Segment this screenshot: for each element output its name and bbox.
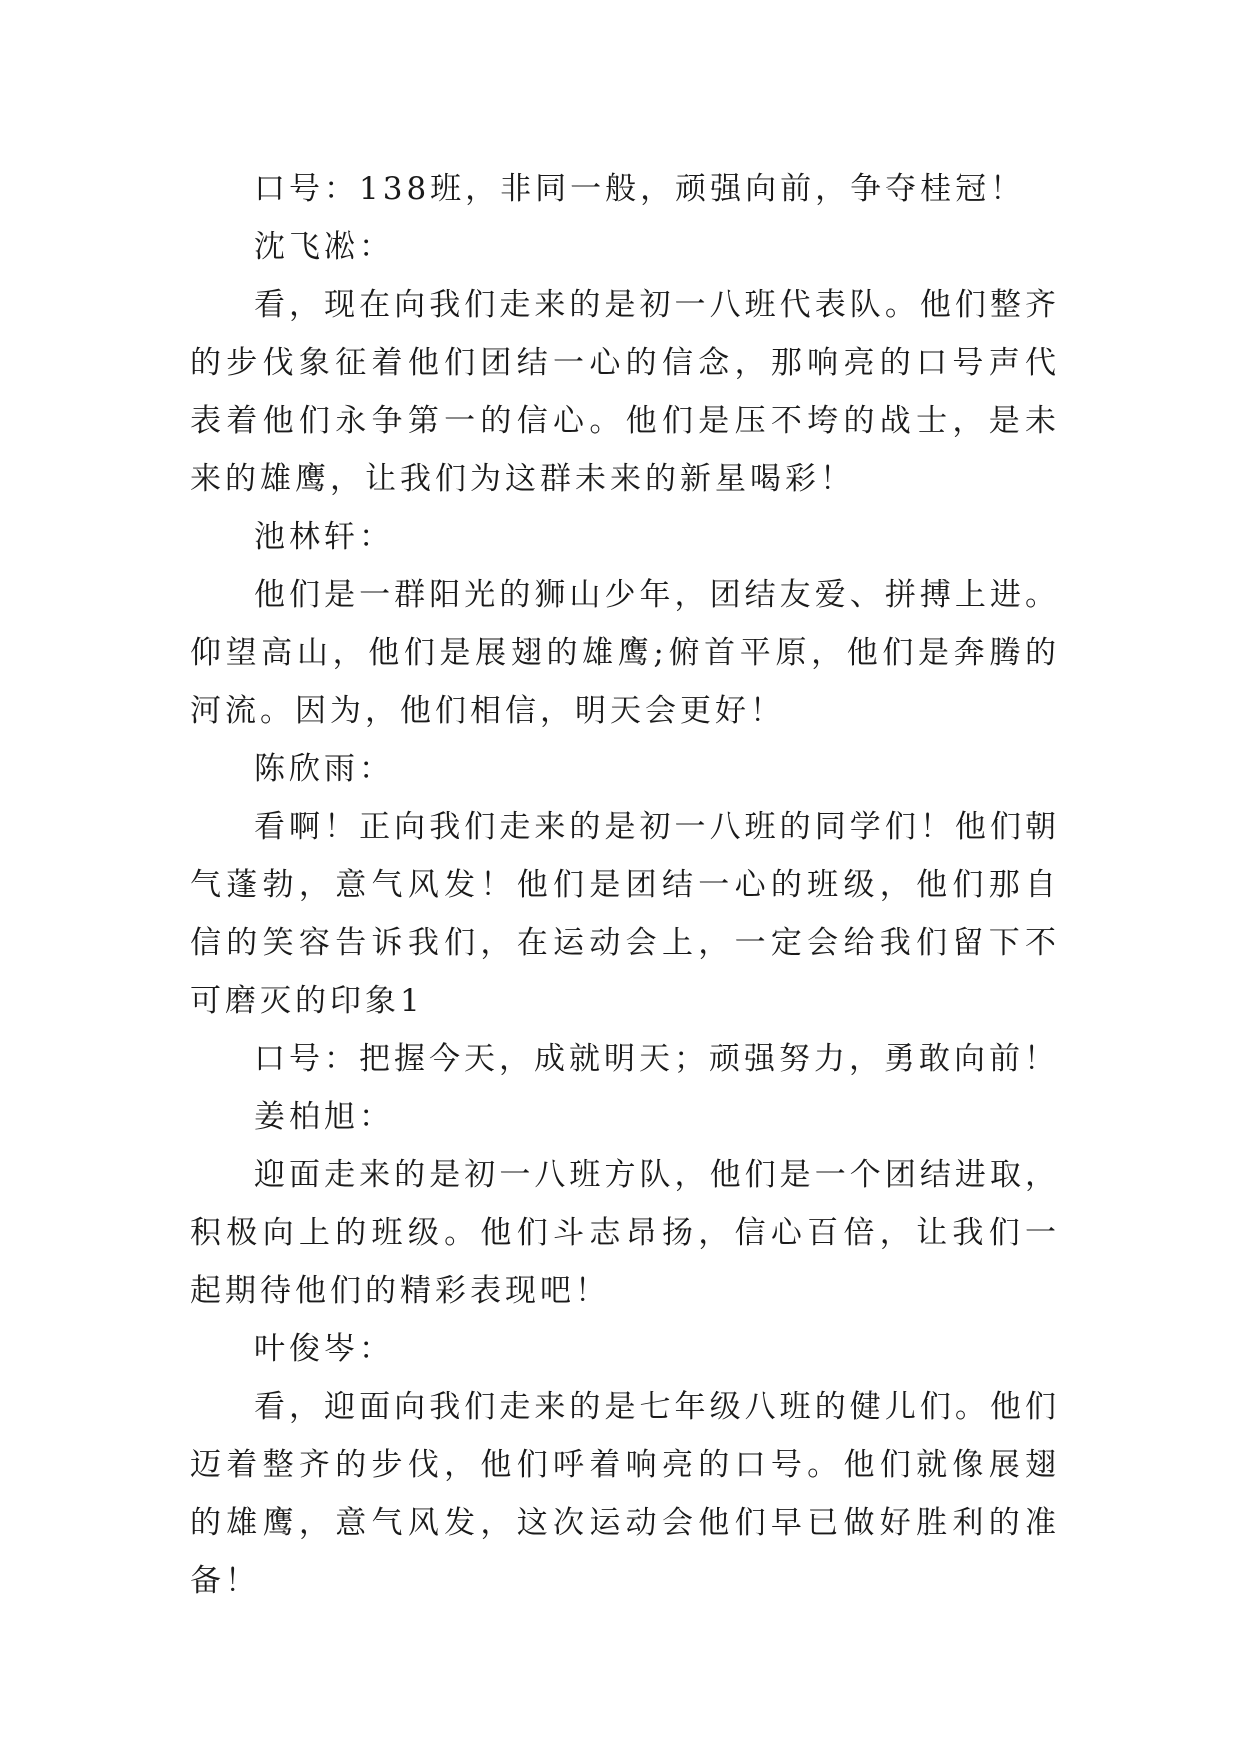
speaker-name: 陈欣雨： [254, 751, 394, 787]
body-paragraph: 看啊！正向我们走来的是初一八班的同学们！他们朝气蓬勃，意气风发！他们是团结一心的班级，他们那自信的笑容告诉我们，在运动会上，一定会给我们留下不可磨灭的印象1 [190, 809, 1060, 1019]
body-paragraph: 看，现在向我们走来的是初一八班代表队。他们整齐的步伐象征着他们团结一心的信念，那响亮的口号声代表着他们永争第一的信心。他们是压不垮的战士，是未来的雄鹰，让我们为这群未来的新星喝彩！ [190, 287, 1060, 497]
speaker-name: 叶俊岑： [254, 1331, 394, 1367]
slogan-paragraph: 口号：138班，非同一般，顽强向前，争夺桂冠！ [254, 171, 1026, 207]
speaker-name: 池林轩： [254, 519, 394, 555]
slogan-paragraph: 口号：把握今天，成就明天；顽强努力，勇敢向前！ [254, 1041, 1059, 1077]
body-paragraph: 看，迎面向我们走来的是七年级八班的健儿们。他们迈着整齐的步伐，他们呼着响亮的口号。他们就像展翅的雄鹰，意气风发，这次运动会他们早已做好胜利的准备！ [190, 1389, 1060, 1599]
document-body [190, 160, 1060, 1610]
speaker-name: 姜柏旭： [254, 1099, 394, 1135]
body-paragraph: 迎面走来的是初一八班方队，他们是一个团结进取，积极向上的班级。他们斗志昂扬，信心百倍，让我们一起期待他们的精彩表现吧！ [190, 1157, 1060, 1309]
speaker-name: 沈飞凇： [254, 229, 394, 265]
body-paragraph: 他们是一群阳光的狮山少年，团结友爱、拼搏上进。仰望高山，他们是展翅的雄鹰;俯首平原，他们是奔腾的河流。因为，他们相信，明天会更好！ [190, 577, 1060, 729]
